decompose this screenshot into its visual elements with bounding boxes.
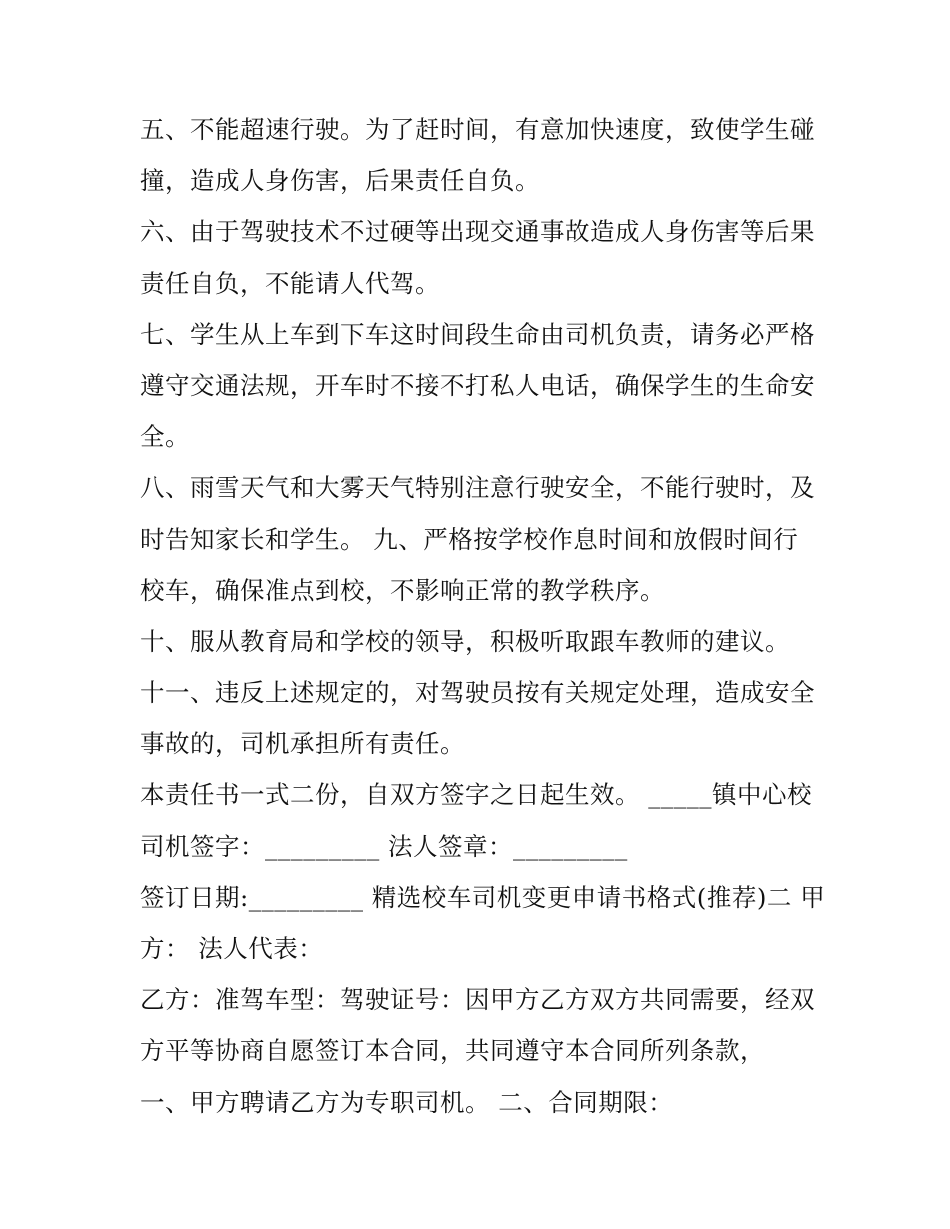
document-body — [140, 104, 826, 1128]
text-line: 司机签字：_________ 法人签章：_________ — [140, 831, 628, 861]
text-line: 时告知家长和学生。 九、严格按学校作息时间和放假时间行 — [140, 524, 799, 554]
text-line: 签订日期:_________ 精选校车司机变更申请书格式(推荐)二 甲 — [140, 882, 826, 912]
text-line: 十、服从教育局和学校的领导，积极听取跟车教师的建议。 — [140, 626, 790, 656]
text-line: 责任自负，不能请人代驾。 — [140, 268, 440, 298]
text-line: 全。 — [140, 422, 190, 452]
text-line: 事故的，司机承担所有责任。 — [140, 729, 465, 759]
text-line: 七、学生从上车到下车这时间段生命由司机负责，请务必严格 — [140, 319, 815, 349]
text-line: 十一、违反上述规定的，对驾驶员按有关规定处理，造成安全 — [140, 678, 815, 708]
text-line: 方平等协商自愿签订本合同，共同遵守本合同所列条款， — [140, 1036, 765, 1066]
text-line: 撞，造成人身伤害，后果责任自负。 — [140, 166, 540, 196]
text-line: 八、雨雪天气和大雾天气特别注意行驶安全，不能行驶时，及 — [140, 473, 815, 503]
text-line: 遵守交通法规，开车时不接不打私人电话，确保学生的生命安 — [140, 370, 815, 400]
text-line: 本责任书一式二份，自双方签字之日起生效。 _____镇中心校 — [140, 780, 813, 810]
text-line: 五、不能超速行驶。为了赶时间，有意加快速度，致使学生碰 — [140, 115, 815, 144]
text-line: 方： 法人代表： — [140, 934, 324, 963]
text-line: 校车，确保准点到校，不影响正常的教学秩序。 — [140, 575, 665, 605]
text-line: 一、甲方聘请乙方为专职司机。 二、合同期限： — [140, 1087, 674, 1117]
text-line: 六、由于驾驶技术不过硬等出现交通事故造成人身伤害等后果 — [140, 217, 815, 247]
text-line: 乙方：准驾车型：驾驶证号：因甲方乙方双方共同需要，经双 — [140, 985, 815, 1015]
